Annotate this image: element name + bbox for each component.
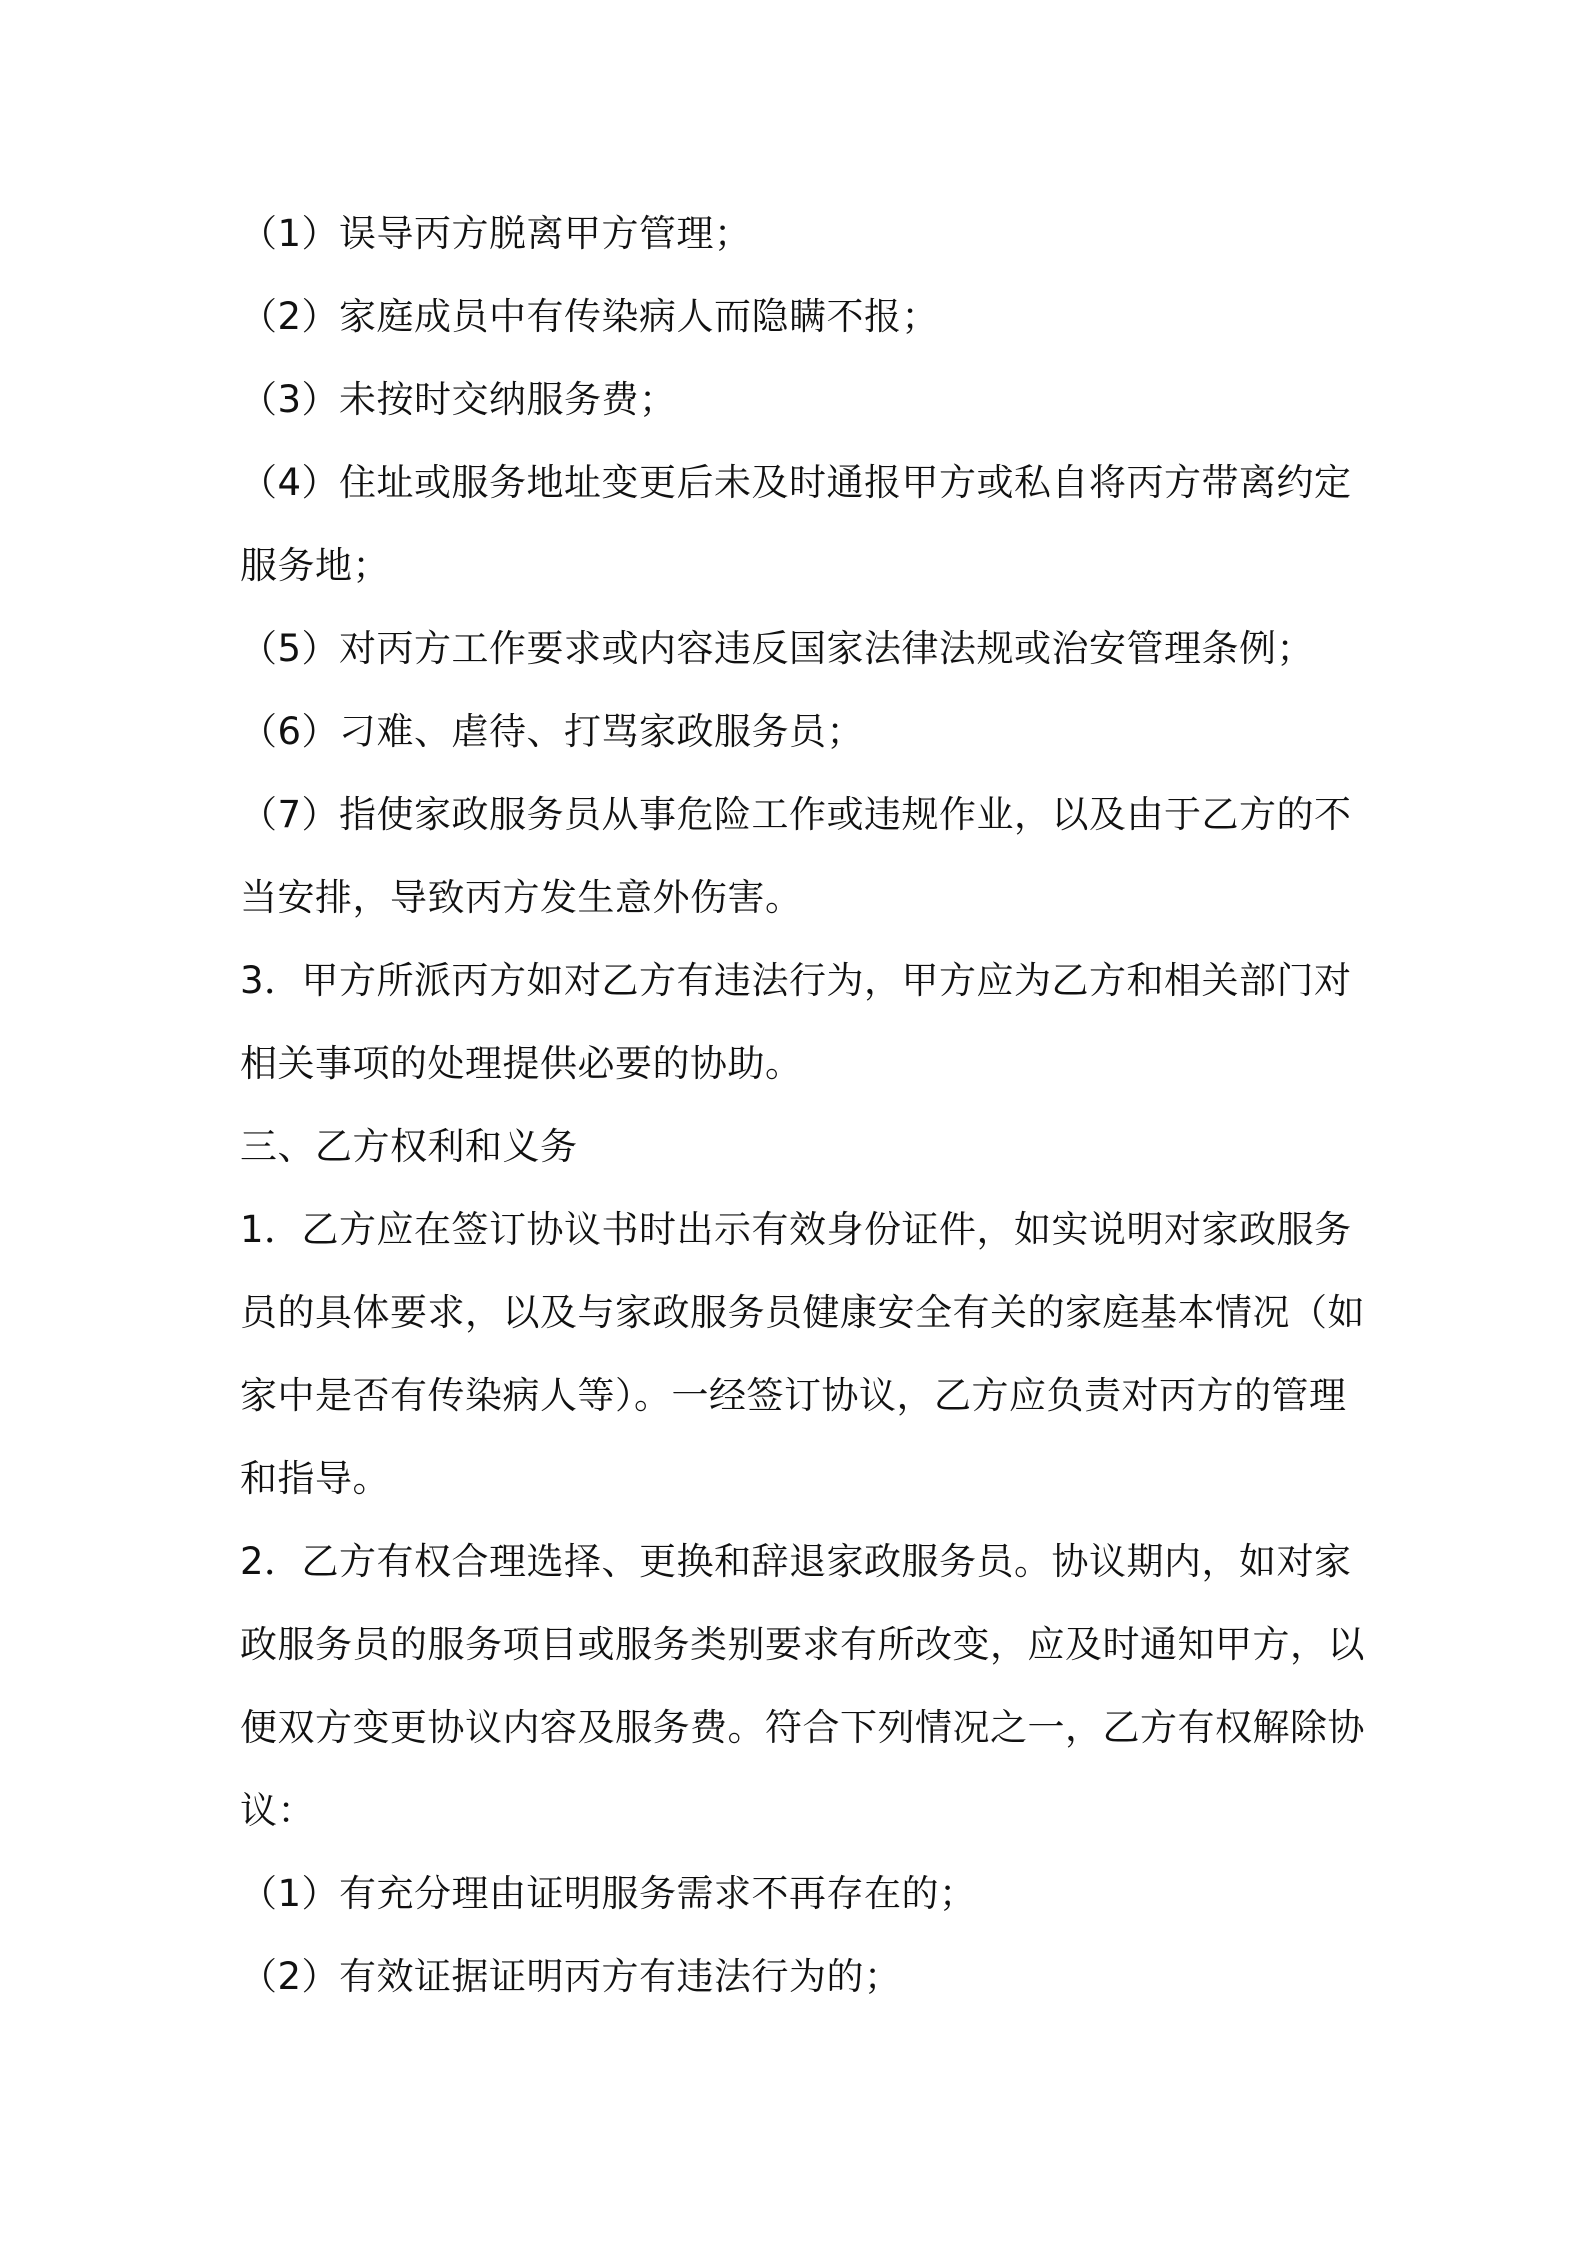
paragraph-line: 和指导。 — [240, 1457, 390, 1500]
paragraph-line: （1）有充分理由证明服务需求不再存在的； — [240, 1872, 977, 1915]
paragraph-line: （2）家庭成员中有传染病人而隐瞒不报； — [240, 295, 940, 338]
paragraph-line: 2．乙方有权合理选择、更换和辞退家政服务员。协议期内，如对家 — [240, 1540, 1352, 1583]
paragraph-line: 议： — [240, 1789, 315, 1832]
paragraph-line: 便双方变更协议内容及服务费。符合下列情况之一，乙方有权解除协 — [240, 1706, 1365, 1749]
paragraph-line: 当安排，导致丙方发生意外伤害。 — [240, 876, 803, 919]
paragraph-line: 家中是否有传染病人等）。一经签订协议，乙方应负责对丙方的管理 — [240, 1374, 1347, 1417]
paragraph-line: 服务地； — [240, 544, 390, 587]
paragraph-line: （4）住址或服务地址变更后未及时通报甲方或私自将丙方带离约定 — [240, 461, 1352, 504]
paragraph-line: （3）未按时交纳服务费； — [240, 378, 677, 421]
document-body — [240, 192, 1365, 2018]
paragraph-line: 政服务员的服务项目或服务类别要求有所改变，应及时通知甲方，以 — [240, 1623, 1365, 1666]
paragraph-line: （7）指使家政服务员从事危险工作或违规作业，以及由于乙方的不 — [240, 793, 1352, 836]
paragraph-line: （2）有效证据证明丙方有违法行为的； — [240, 1955, 902, 1998]
paragraph-line: 员的具体要求，以及与家政服务员健康安全有关的家庭基本情况（如 — [240, 1291, 1365, 1334]
paragraph-line: （5）对丙方工作要求或内容违反国家法律法规或治安管理条例； — [240, 627, 1315, 670]
paragraph-line: 1．乙方应在签订协议书时出示有效身份证件，如实说明对家政服务 — [240, 1208, 1352, 1251]
paragraph-line: 相关事项的处理提供必要的协助。 — [240, 1042, 803, 1085]
paragraph-line: （1）误导丙方脱离甲方管理； — [240, 212, 752, 255]
paragraph-line: 3．甲方所派丙方如对乙方有违法行为，甲方应为乙方和相关部门对 — [240, 959, 1352, 1002]
paragraph-line: （6）刁难、虐待、打骂家政服务员； — [240, 710, 865, 753]
section-heading: 三、乙方权利和义务 — [240, 1125, 578, 1168]
